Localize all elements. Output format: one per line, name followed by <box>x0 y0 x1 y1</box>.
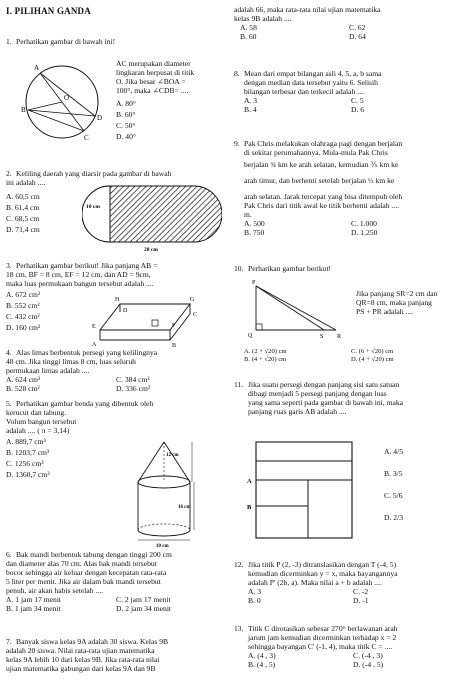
question-stem: Perhatikan gambar di bawah ini! <box>16 37 116 46</box>
option-a[interactable]: A. 672 cm² <box>6 289 41 299</box>
option-c[interactable]: C. 50° <box>116 120 136 130</box>
circle-figure <box>20 54 105 149</box>
option-a[interactable]: A. 4/5 <box>384 447 403 456</box>
question-12: 12. Jika titik P (2, -3) ditranslasikan dengan T (-4, 5) kemudian dicerminkan y = x, maka bayangannya adalah P' (2b, a). Maka nilai a + b adalah .... A. 3 C. -2 B. 0 D. -1 <box>234 561 458 606</box>
svg-text:D: D <box>123 308 128 314</box>
option-a[interactable]: A. 500 <box>244 218 265 228</box>
right-triangle-figure <box>244 278 349 340</box>
option-b[interactable]: B. 1 jam 34 menit <box>6 603 61 613</box>
option-a[interactable]: A. 1 jam 17 menit <box>6 594 62 604</box>
option-b[interactable]: B. 61,4 cm <box>6 202 40 212</box>
option-c[interactable]: C. 384 cm² <box>116 374 150 384</box>
option-b[interactable]: B. 60 <box>240 31 257 41</box>
option-d[interactable]: D. 2/3 <box>384 512 403 522</box>
svg-text:10 cm: 10 cm <box>156 544 169 548</box>
option-c[interactable]: C. (6 + √20) cm <box>351 348 394 355</box>
question-9: 9. Pak Chris melakukan olahraga pagi dengan berjalan di sekitar perumahannya. Mula-mula Pak Chris berjalan ¾ km ke arah selatan, kemudian ⅗ km ke arah timur, dan berhenti setelah berjalan ½ km ke arah selatan. Jarak tercepat yang bisa ditempuh oleh Pak Chris dari titik awal ke titik berhenti adalah .... m. A. 500 C. 1.000 B. 750 D. 1.250 <box>234 140 458 238</box>
svg-text:A: A <box>92 342 97 348</box>
option-a[interactable]: A. 60,5 cm <box>6 191 40 201</box>
left-column <box>6 0 226 673</box>
option-b[interactable]: B. (4 , 5) <box>248 659 276 669</box>
option-b[interactable]: B. 750 <box>244 227 265 237</box>
label-c: C <box>84 134 89 142</box>
svg-text:P: P <box>252 280 256 286</box>
option-b[interactable]: B. 60° <box>116 109 136 119</box>
dim-28cm: 28 cm <box>144 247 158 253</box>
label-o: O <box>64 94 70 102</box>
svg-text:Q: Q <box>248 333 253 339</box>
option-d[interactable]: D. 40° <box>116 131 136 141</box>
option-b[interactable]: B. 1203,7 cm³ <box>6 447 50 457</box>
option-c[interactable]: C. -2 <box>353 586 369 596</box>
option-d[interactable]: D. (-4 , 5) <box>353 659 384 669</box>
label-b: B <box>21 106 26 114</box>
option-c[interactable]: C. 1.000 <box>351 218 377 228</box>
question-6: 6. Bak mandi berbentuk tabung dengan tinggi 200 cm dan diameter alas 70 cm. Alas bak mandi tersebut bocor sehingga air keluar dengan kecepatan rata-rata 5 liter per menit. Jika air dalam bak mandi tersebut penuh, air akan habis setelah .... A. 1 jam 17 menit C. 2 jam 17 menit B. 1 jam 34 menit D. 2 jam 34 menit <box>6 551 226 614</box>
svg-text:H: H <box>115 297 120 303</box>
question-5: 5. Perhatikan gambar benda yang dibentuk oleh kerucut dan tabung. Volum bangun tersebut adalah .... ( π = 3,14) A. 889,7 cm³ B. 1203,7 cm³ C. 1256 cm³ D. 1360,7 cm³ <box>6 400 226 480</box>
option-b[interactable]: B. 552 cm² <box>6 300 40 310</box>
dim-10cm: 10 cm <box>86 204 100 210</box>
option-a[interactable]: A. 624 cm² <box>6 374 41 384</box>
option-c[interactable]: C. 2 jam 17 menit <box>116 594 171 604</box>
option-b[interactable]: B. 3/5 <box>384 468 403 478</box>
option-d[interactable]: D. 64 <box>349 31 366 41</box>
svg-text:C: C <box>193 312 198 318</box>
question-13: 13. Titik C dirotasikan sebesar 270° berlawanan arah jarum jam kemudian dicerminkan terhadap x = 2 sehingga bayangan C' (-1, 4), maka titik C = .... A. (4 , 3) C. (-4 , 3) B. (4 , 5) D. (-4 , 5) <box>234 625 458 670</box>
option-a[interactable]: A. 80° <box>116 98 136 108</box>
question-number: 1. <box>6 37 12 46</box>
option-a[interactable]: A. (2 + √20) cm <box>244 348 287 355</box>
svg-text:B: B <box>247 504 252 511</box>
svg-text:G: G <box>190 297 195 303</box>
option-c[interactable]: C. 1256 cm³ <box>6 458 44 468</box>
question-10-description: Jika panjang SR=2 cm dan QR=8 cm, maka panjang PS + PR adalah .... <box>356 289 438 316</box>
prism-figure <box>90 290 210 348</box>
option-a[interactable]: A. 58 <box>240 22 257 32</box>
option-c[interactable]: C. 62 <box>349 22 366 32</box>
option-c[interactable]: C. 68,5 cm <box>6 213 40 223</box>
q10-options <box>244 348 458 364</box>
option-c[interactable]: C. 5/6 <box>384 490 403 500</box>
option-c[interactable]: C. (-4 , 3) <box>353 650 383 660</box>
option-b[interactable]: B. (4 + √20) cm <box>244 355 287 363</box>
option-d[interactable]: D. (4 + √20) cm <box>351 355 394 363</box>
cone-cylinder-figure <box>122 438 206 548</box>
section-header: I. PILIHAN GANDA <box>6 6 91 16</box>
option-b[interactable]: B. 528 cm² <box>6 383 40 393</box>
option-a[interactable]: A. 3 <box>244 95 258 105</box>
option-d[interactable]: D. 1360,7 cm³ <box>6 469 50 479</box>
option-a[interactable]: A. 889,7 cm³ <box>6 436 46 446</box>
option-a[interactable]: A. (4 , 3) <box>248 650 276 660</box>
option-d[interactable]: D. -1 <box>353 595 369 605</box>
label-a: A <box>34 64 40 72</box>
q1-options <box>116 98 226 142</box>
option-b[interactable]: B. 0 <box>248 595 261 605</box>
option-d[interactable]: D. 71,4 cm <box>6 224 40 234</box>
question-11: 11. Jika suatu persegi dengan panjang sisi satu satuan dibagi menjadi 5 persegi panjang dengan luas yang sama seperti pada gambar di bawah ini, maka panjang ruas garis AB adalah .... <box>234 380 403 416</box>
svg-text:12 cm: 12 cm <box>166 453 179 458</box>
question-7: 7. Banyak siswa kelas 9A adalah 30 siswa. Kelas 9B adalah 20 siswa. Nilai rata-rata ujian matematika kelas 9A lebih 10 dari kelas 9B. Jika rata-rata nilai ujian matematika gabungan dari kelas 9A dan 9B <box>6 637 169 673</box>
option-b[interactable]: B. 4 <box>244 104 257 114</box>
svg-text:S: S <box>320 334 324 340</box>
svg-text:E: E <box>92 324 96 330</box>
option-a[interactable]: A. 3 <box>248 586 262 596</box>
question-4: 4. Alas limas berbentuk persegi yang kelilingnya 48 cm. Jika tinggi limas 8 cm, luas seluruh permukaan limas adalah .... A. 624 cm² C. 384 cm² B. 528 cm² D. 336 cm² <box>6 349 226 394</box>
svg-text:B: B <box>172 343 177 348</box>
option-d[interactable]: D. 160 cm² <box>6 322 41 332</box>
question-3: 3. Perhatikan gambar berikut! Jika panjang AB = 18 cm, BF = 8 cm, EF = 12 cm, dan AD = 9cm, maka luas permukaan bangun tersebut adalah .... A. 672 cm² B. 552 cm² C. 432 cm² D. 160 cm² <box>6 262 226 333</box>
option-c[interactable]: C. 432 cm² <box>6 311 40 321</box>
option-c[interactable]: C. 5 <box>351 95 364 105</box>
question-7-continued: adalah 66, maka rata-rata nilai ujian matematika kelas 9B adalah .... A. 58 C. 62 B. 60 D. 64 <box>234 6 458 42</box>
q4-options-row2 <box>6 385 226 394</box>
svg-text:A: A <box>247 478 252 485</box>
question-2: 2. Keliling daerah yang diarsir pada gambar di bawah ini adalah .... A. 60,5 cm B. 61,4 cm C. 68,5 cm D. 71,4 cm <box>6 170 226 235</box>
label-d: D <box>97 114 103 122</box>
question-10: 10. Perhatikan gambar berikut! <box>234 264 332 273</box>
option-d[interactable]: D. 336 cm² <box>116 383 151 393</box>
option-d[interactable]: D. 2 jam 34 menit <box>116 603 172 613</box>
svg-text:R: R <box>337 334 342 340</box>
shaded-region-figure <box>82 182 222 254</box>
square-partition-figure <box>246 440 356 542</box>
option-d[interactable]: D. 6 <box>351 104 365 114</box>
svg-text:16 cm: 16 cm <box>178 505 191 510</box>
question-8: 8. Mean dari empat bilangan asli 4, 5, a, b sama dengan median data tersebut yaitu 6. Selisih bilangan terbesar dan terkecil adalah .... A. 3 C. 5 B. 4 D. 6 <box>234 70 458 115</box>
q11-options <box>384 448 454 523</box>
question-1 <box>6 38 226 47</box>
svg-text:F: F <box>172 323 176 329</box>
question-1-description: AC merupakan diameter lingkaran berpusat di titik O. Jika besar ∠BOA = 100°, maka ∠CDB= .... A. 80° B. 60° C. 50° D. 40° <box>116 60 226 142</box>
option-d[interactable]: D. 1.250 <box>351 227 378 237</box>
